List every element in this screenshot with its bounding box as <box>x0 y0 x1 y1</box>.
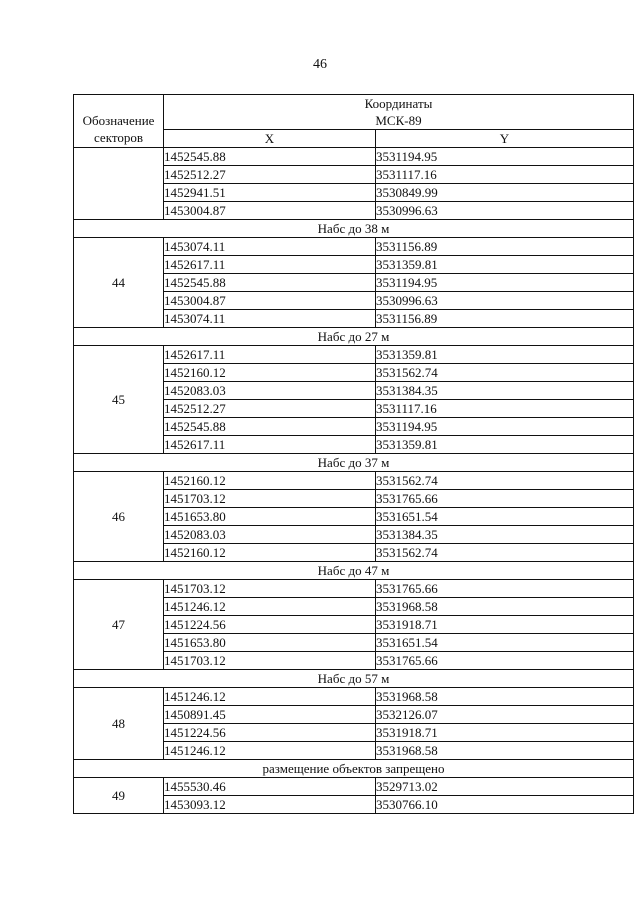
y-coordinate-cell: 3531194.95 <box>376 274 634 292</box>
note-cell: Набс до 37 м <box>74 454 634 472</box>
sector-cell <box>74 148 164 220</box>
x-coordinate-cell: 1452160.12 <box>164 544 376 562</box>
y-coordinate-cell: 3532126.07 <box>376 706 634 724</box>
sector-cell: 49 <box>74 778 164 814</box>
x-coordinate-cell: 1451246.12 <box>164 688 376 706</box>
x-coordinate-cell: 1452160.12 <box>164 472 376 490</box>
x-coordinate-cell: 1452617.11 <box>164 346 376 364</box>
note-row <box>74 562 634 580</box>
x-coordinate-cell: 1452617.11 <box>164 256 376 274</box>
y-coordinate-cell: 3531359.81 <box>376 256 634 274</box>
y-coordinate-cell: 3531359.81 <box>376 436 634 454</box>
sector-cell: 45 <box>74 346 164 454</box>
y-coordinate-cell: 3531156.89 <box>376 310 634 328</box>
x-coordinate-cell: 1452545.88 <box>164 274 376 292</box>
note-cell: Набс до 57 м <box>74 670 634 688</box>
coordinates-header-title: Координаты <box>364 96 433 111</box>
x-coordinate-cell: 1451653.80 <box>164 508 376 526</box>
table-header-row <box>74 95 634 130</box>
x-coordinate-cell: 1452617.11 <box>164 436 376 454</box>
x-coordinate-cell: 1453074.11 <box>164 310 376 328</box>
y-coordinate-cell: 3530996.63 <box>376 202 634 220</box>
y-coordinate-cell: 3531194.95 <box>376 148 634 166</box>
x-coordinate-cell: 1451703.12 <box>164 580 376 598</box>
x-coordinate-cell: 1451246.12 <box>164 742 376 760</box>
x-coordinate-cell: 1452545.88 <box>164 148 376 166</box>
note-row <box>74 220 634 238</box>
x-coordinate-cell: 1452941.51 <box>164 184 376 202</box>
x-coordinate-cell: 1453004.87 <box>164 202 376 220</box>
x-coordinate-cell: 1451246.12 <box>164 598 376 616</box>
x-coordinate-cell: 1452545.88 <box>164 418 376 436</box>
note-row <box>74 670 634 688</box>
y-coordinate-cell: 3531117.16 <box>376 400 634 418</box>
note-cell: Набс до 47 м <box>74 562 634 580</box>
y-coordinate-cell: 3530849.99 <box>376 184 634 202</box>
page-number: 46 <box>313 57 327 72</box>
note-row <box>74 454 634 472</box>
x-coordinate-cell: 1452083.03 <box>164 382 376 400</box>
sector-header-label: Обозначение секторов <box>82 113 155 145</box>
table-row <box>74 580 634 598</box>
y-coordinate-cell: 3531194.95 <box>376 418 634 436</box>
table-row <box>74 346 634 364</box>
x-coordinate-cell: 1450891.45 <box>164 706 376 724</box>
coordinates-header-system: МСК-89 <box>375 113 422 128</box>
x-coordinate-cell: 1453093.12 <box>164 796 376 814</box>
y-axis-header: Y <box>376 130 634 148</box>
x-coordinate-cell: 1451224.56 <box>164 724 376 742</box>
y-coordinate-cell: 3530996.63 <box>376 292 634 310</box>
note-cell: Набс до 27 м <box>74 328 634 346</box>
x-coordinate-cell: 1455530.46 <box>164 778 376 796</box>
note-cell: Набс до 38 м <box>74 220 634 238</box>
x-coordinate-cell: 1453074.11 <box>164 238 376 256</box>
x-coordinate-cell: 1453004.87 <box>164 292 376 310</box>
note-row <box>74 760 634 778</box>
y-coordinate-cell: 3531562.74 <box>376 472 634 490</box>
x-coordinate-cell: 1451703.12 <box>164 652 376 670</box>
x-coordinate-cell: 1451224.56 <box>164 616 376 634</box>
table-row <box>74 688 634 706</box>
x-coordinate-cell: 1452512.27 <box>164 166 376 184</box>
y-coordinate-cell: 3531384.35 <box>376 382 634 400</box>
x-coordinate-cell: 1451703.12 <box>164 490 376 508</box>
y-coordinate-cell: 3531117.16 <box>376 166 634 184</box>
y-coordinate-cell: 3531156.89 <box>376 238 634 256</box>
x-coordinate-cell: 1451653.80 <box>164 634 376 652</box>
note-cell: размещение объектов запрещено <box>74 760 634 778</box>
y-coordinate-cell: 3531562.74 <box>376 544 634 562</box>
coordinates-table <box>73 94 634 814</box>
y-coordinate-cell: 3531384.35 <box>376 526 634 544</box>
x-coordinate-cell: 1452160.12 <box>164 364 376 382</box>
note-row <box>74 328 634 346</box>
y-coordinate-cell: 3531765.66 <box>376 652 634 670</box>
y-coordinate-cell: 3531562.74 <box>376 364 634 382</box>
x-coordinate-cell: 1452512.27 <box>164 400 376 418</box>
y-coordinate-cell: 3531968.58 <box>376 598 634 616</box>
y-coordinate-cell: 3531651.54 <box>376 508 634 526</box>
y-coordinate-cell: 3531651.54 <box>376 634 634 652</box>
table-row <box>74 148 634 166</box>
sector-cell: 48 <box>74 688 164 760</box>
coordinates-header-cell <box>164 95 634 130</box>
table-row <box>74 472 634 490</box>
y-coordinate-cell: 3531765.66 <box>376 490 634 508</box>
table-row <box>74 778 634 796</box>
y-coordinate-cell: 3531918.71 <box>376 616 634 634</box>
y-coordinate-cell: 3531918.71 <box>376 724 634 742</box>
y-coordinate-cell: 3531359.81 <box>376 346 634 364</box>
y-coordinate-cell: 3531968.58 <box>376 688 634 706</box>
y-coordinate-cell: 3531968.58 <box>376 742 634 760</box>
sector-header-cell <box>74 95 164 148</box>
sector-cell: 46 <box>74 472 164 562</box>
x-axis-header: X <box>164 130 376 148</box>
sector-cell: 47 <box>74 580 164 670</box>
table-body <box>74 148 634 814</box>
y-coordinate-cell: 3531765.66 <box>376 580 634 598</box>
y-coordinate-cell: 3529713.02 <box>376 778 634 796</box>
x-coordinate-cell: 1452083.03 <box>164 526 376 544</box>
table-row <box>74 238 634 256</box>
sector-cell: 44 <box>74 238 164 328</box>
y-coordinate-cell: 3530766.10 <box>376 796 634 814</box>
